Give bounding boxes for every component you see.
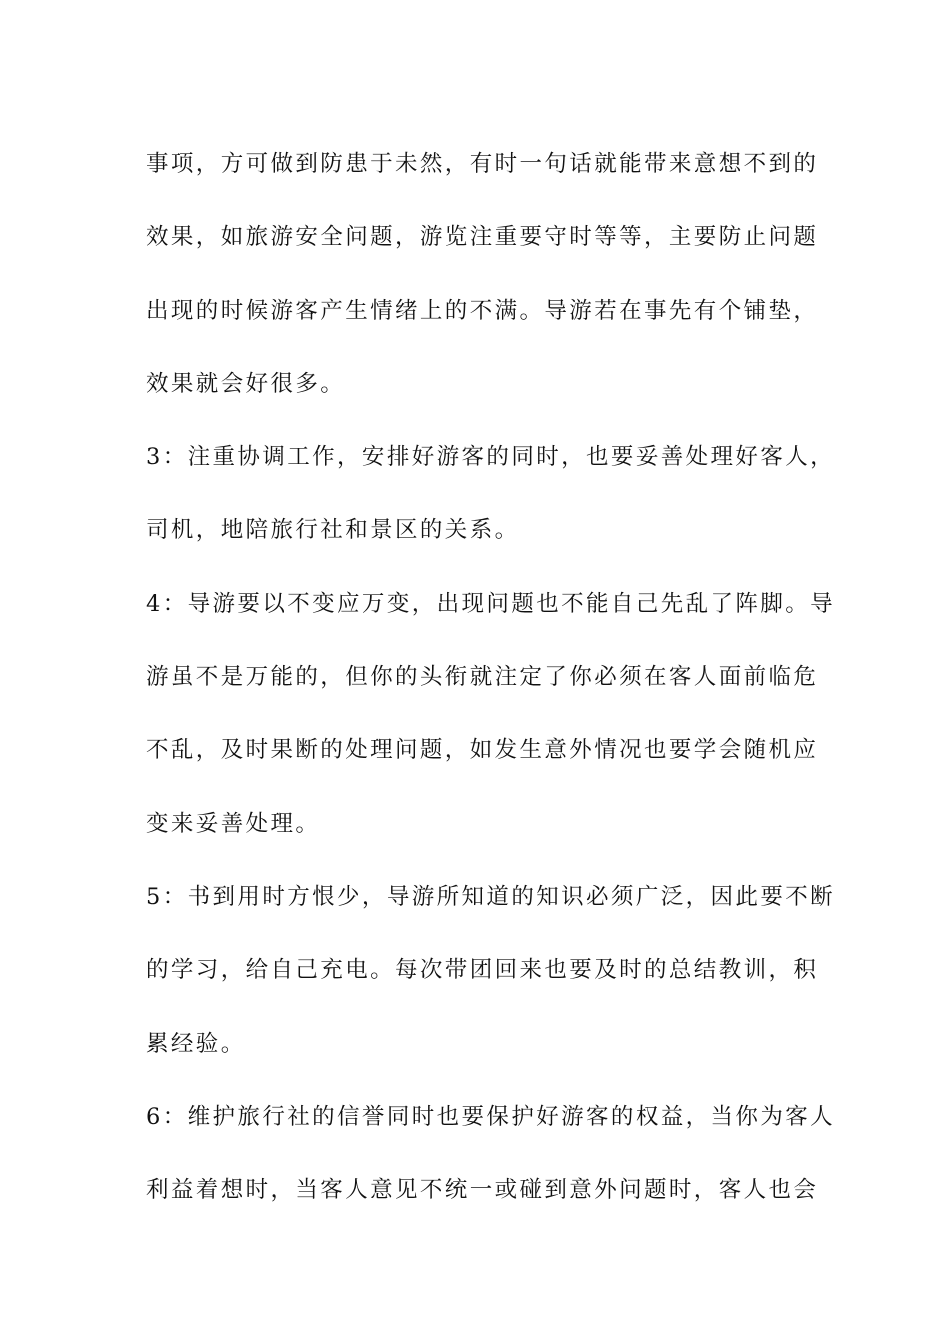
- text-line-1: 事项，方可做到防患于未然，有时一句话就能带来意想不到的: [146, 151, 819, 177]
- text-line-13: 累经验。: [146, 1030, 246, 1057]
- text-line-6: 司机，地陪旅行社和景区的关系。: [146, 517, 520, 544]
- text-line-10: 变来妥善处理。: [146, 810, 321, 837]
- text-line-3: 出现的时候游客产生情绪上的不满。导游若在事先有个铺垫，: [146, 297, 819, 324]
- text-line-15: 利益着想时，当客人意见不统一或碰到意外问题时，客人也会: [146, 1177, 819, 1204]
- text-line-4: 效果就会好很多。: [146, 370, 346, 397]
- text-line-11: 5：书到用时方恨少，导游所知道的知识必须广泛，因此要不断: [146, 883, 836, 910]
- text-line-2: 效果，如旅游安全问题，游览注重要守时等等，主要防止问题: [146, 224, 819, 251]
- body-text: [146, 128, 836, 1227]
- text-line-7: 4：导游要以不变应万变，出现问题也不能自己先乱了阵脚。导: [146, 590, 836, 617]
- text-line-12: 的学习，给自己充电。每次带团回来也要及时的总结教训，积: [146, 957, 819, 984]
- text-line-5: 3：注重协调工作，安排好游客的同时，也要妥善处理好客人，: [146, 444, 836, 471]
- text-line-14: 6：维护旅行社的信誉同时也要保护好游客的权益，当你为客人: [146, 1103, 836, 1130]
- text-line-9: 不乱，及时果断的处理问题，如发生意外情况也要学会随机应: [146, 737, 819, 764]
- text-line-8: 游虽不是万能的，但你的头衔就注定了你必须在客人面前临危: [146, 664, 819, 691]
